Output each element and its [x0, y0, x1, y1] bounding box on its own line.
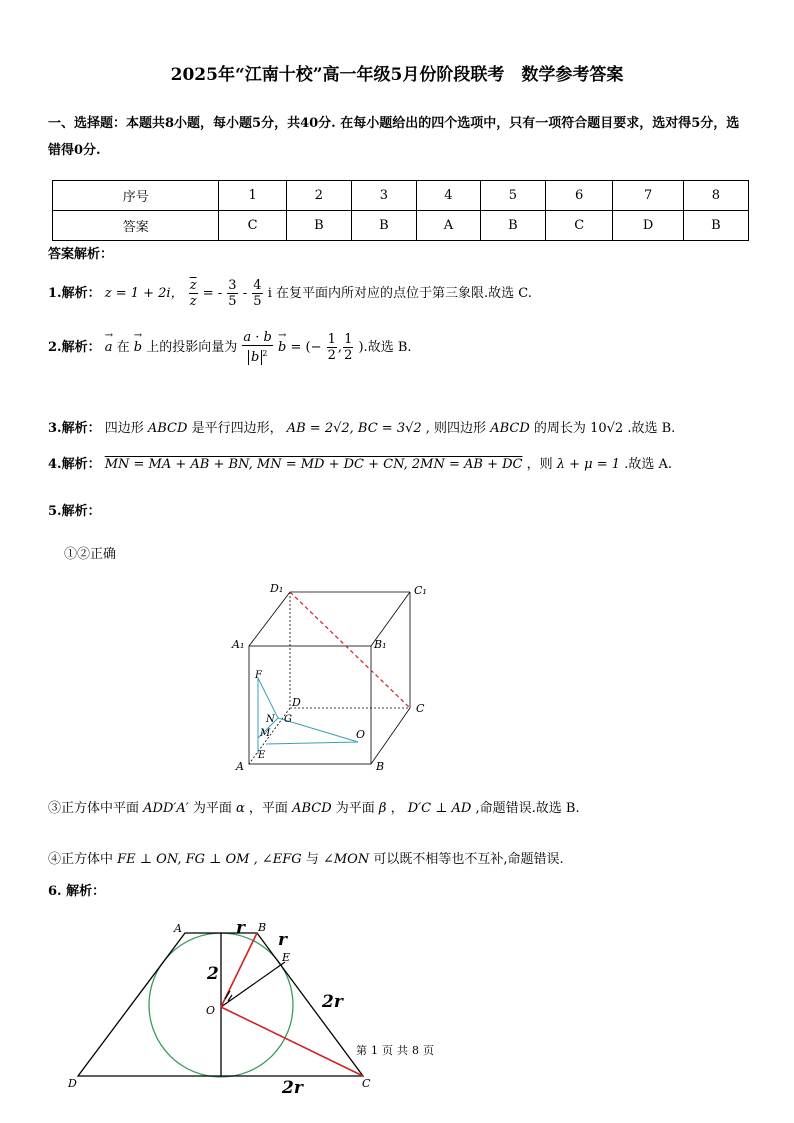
footer-gong: 共	[397, 1044, 408, 1057]
q3-label: 3.解析：	[48, 421, 101, 436]
q1-frac-c	[252, 278, 262, 309]
table-cell: 6	[545, 181, 612, 211]
q4-then: ，则	[526, 457, 553, 472]
q2-proj-num: a · b	[243, 330, 272, 345]
table-cell: C	[219, 211, 286, 241]
q5-s3-text-c: ，平面	[248, 801, 288, 816]
q1-frac-c-den: 5	[253, 294, 262, 309]
q1-frac-b-num: 3	[228, 278, 237, 293]
q1-frac-b-den: 5	[228, 294, 237, 309]
label-d1: D₁	[270, 582, 284, 595]
q2-proj-den-wrap	[242, 346, 272, 365]
q5-note: ①②正确	[64, 547, 117, 562]
q4-vector-expr: MN = MA + AB + BN, MN = MD + DC + CN, 2MN = AB + DC	[104, 457, 523, 472]
q2-proj-sq: 2	[262, 349, 268, 358]
line-mo	[266, 742, 358, 744]
label-b1: B₁	[374, 638, 387, 651]
label-o: O	[356, 728, 366, 741]
q2-eq: = (−	[290, 340, 322, 356]
q5-s3-alpha: α	[235, 801, 245, 816]
q2-vector-b: → b	[134, 340, 142, 355]
table-cell: A	[416, 211, 480, 241]
q5-s4-text: ④正方体中	[48, 852, 114, 867]
table-row	[53, 211, 749, 241]
label-r-2: r	[278, 930, 287, 950]
label-c: C	[416, 702, 425, 715]
label-a: A	[174, 922, 182, 935]
label-a1: A₁	[232, 638, 245, 651]
cube-front-face	[249, 646, 371, 764]
q3-perimeter: 10√2	[590, 421, 624, 436]
table-header-cell: 序号	[53, 181, 219, 211]
table-cell: 2	[286, 181, 351, 211]
q2-label: 2.解析：	[48, 340, 101, 356]
table-cell: B	[480, 211, 545, 241]
footer-total: 8	[412, 1044, 419, 1057]
q4-tail: .故选 A.	[624, 457, 672, 472]
table-cell: 4	[416, 181, 480, 211]
q2-text: 上的投影向量为	[146, 340, 238, 356]
footer-ye: 页	[382, 1044, 393, 1057]
q5-s3-text-f: ,命题错误.故选 B.	[475, 801, 580, 816]
q3-text-2: 是平行四边形，	[191, 421, 283, 436]
table-cell: 5	[480, 181, 545, 211]
footer-di: 第	[356, 1044, 367, 1057]
cube-figure	[230, 578, 440, 778]
q3-text-1: 四边形	[104, 421, 144, 436]
q1-label: 1.解析：	[48, 286, 101, 301]
q3-abcd-2: ABCD	[490, 421, 530, 436]
q5-label: 5.解析：	[48, 504, 101, 519]
footer-page-number: 1	[371, 1044, 378, 1057]
diagonal-d1c	[290, 592, 410, 708]
label-b: B	[258, 921, 267, 934]
q1-frac-c-num: 4	[253, 278, 262, 293]
label-b: B	[376, 760, 385, 773]
q4-solution	[48, 453, 672, 472]
q1-tail: i 在复平面内所对应的点位于第三象限.故选 C.	[267, 286, 532, 301]
page-title: 2025年“江南十校”高一年级5月份阶段联考 数学参考答案	[170, 65, 624, 85]
table-cell: C	[545, 211, 612, 241]
q3-text-3: , 则四边形	[425, 421, 487, 436]
q5-s4-expr: FE ⊥ ON, FG ⊥ OM , ∠EFG	[117, 852, 302, 867]
q1-frac-a-num: $\overline{z}$	[189, 278, 197, 293]
q3-text-5: .故选 B.	[627, 421, 676, 436]
q5-s3-perp: D′C ⊥ AD	[407, 801, 472, 816]
table-cell: D	[613, 211, 683, 241]
q2-vector-a: → a	[105, 340, 113, 355]
q5-s3-abcd: ABCD	[292, 801, 332, 816]
table-cell: 1	[219, 181, 286, 211]
q5-s3-text: ③正方体中平面	[48, 801, 140, 816]
table-cell: 3	[351, 181, 416, 211]
q4-lambda-mu: λ + μ = 1	[556, 457, 621, 472]
answer-table	[52, 180, 749, 241]
label-o: O	[206, 1004, 216, 1017]
q5-s3-text-b: 为平面	[192, 801, 232, 816]
label-d: D	[68, 1077, 77, 1090]
table-cell: 8	[683, 181, 748, 211]
table-cell: 7	[613, 181, 683, 211]
segment-oe	[221, 962, 285, 1007]
q2-half-2	[343, 332, 353, 363]
section-heading: 一、选择题：本题共8小题，每小题5分，共40分. 在每小题给出的四个选项中，只有一项符合题目要求，选对得5分，选错得0分.	[48, 116, 740, 158]
q2-half-2-num: 1	[344, 332, 353, 348]
q1-z-expr: z = 1 + 2i，	[104, 286, 184, 301]
q2-tail: ).故选 B.	[358, 340, 412, 356]
label-c1: C₁	[414, 584, 427, 597]
q3-abcd: ABCD	[147, 421, 188, 436]
table-row	[53, 181, 749, 211]
q5-s4-text-d: 可以既不相等也不互补,命题错误.	[373, 852, 564, 867]
table-header-cell: 答案	[53, 211, 219, 241]
q4-label: 4.解析：	[48, 457, 101, 472]
table-cell: B	[683, 211, 748, 241]
q5-statement-3	[48, 797, 580, 816]
q5-s3-beta: β	[378, 801, 387, 816]
table-cell: B	[351, 211, 416, 241]
q1-frac-b	[227, 278, 237, 309]
cube-edge-d1a1	[249, 592, 290, 646]
label-e: E	[258, 750, 266, 761]
label-2r-base: 2r	[282, 1078, 303, 1095]
q6-label-line	[48, 880, 105, 899]
q5-s3-text-e: ，	[390, 801, 404, 816]
q3-sides: AB = 2√2, BC = 3√2	[286, 421, 422, 436]
q1-minus: -	[242, 286, 248, 301]
table-cell: B	[286, 211, 351, 241]
q5-s4-text-b: 与	[305, 852, 319, 867]
q1-eq: = -	[202, 286, 223, 301]
footer-ye-2: 页	[423, 1044, 434, 1057]
q1-frac-a	[189, 278, 198, 309]
label-f: F	[255, 670, 262, 681]
q3-solution	[48, 417, 675, 436]
label-c: C	[362, 1077, 371, 1090]
label-d: D	[292, 696, 301, 709]
q5-statement-4	[48, 848, 564, 867]
label-2r-side: 2r	[322, 992, 343, 1012]
q2-half-1-den: 2	[327, 348, 336, 364]
q2-half-2-den: 2	[344, 348, 353, 364]
q6-label: 6. 解析：	[48, 884, 106, 899]
q2-comma: ,	[337, 340, 343, 356]
q2-solution	[48, 330, 412, 365]
q2-vector-b2: → b	[278, 340, 286, 355]
q2-proj-frac	[242, 330, 272, 365]
q1-frac-a-den: z	[189, 294, 197, 309]
q2-half-1	[327, 332, 337, 363]
cube-edge-cb	[371, 708, 410, 764]
label-n: N	[266, 714, 275, 725]
label-a: A	[236, 760, 244, 773]
q2-half-1-num: 1	[327, 332, 336, 348]
page-footer	[354, 1042, 436, 1058]
q5-s4-angle: ∠MON	[322, 852, 370, 867]
analysis-heading: 答案解析：	[48, 247, 114, 262]
q2-on: 在	[116, 340, 130, 356]
label-e: E	[282, 951, 291, 964]
label-r-1: r	[236, 918, 245, 938]
trapezoid-figure	[60, 915, 390, 1095]
q5-s3-text-d: 为平面	[335, 801, 375, 816]
label-two: 2	[207, 964, 219, 984]
q5-label-line	[48, 500, 101, 519]
q2-proj-den: b	[248, 350, 262, 365]
q1-solution	[48, 278, 532, 309]
q3-text-4: 的周长为	[533, 421, 586, 436]
label-m: M	[260, 728, 271, 739]
q5-s3-plane-add: ADD′A′	[143, 801, 189, 816]
label-g: G	[284, 714, 292, 725]
